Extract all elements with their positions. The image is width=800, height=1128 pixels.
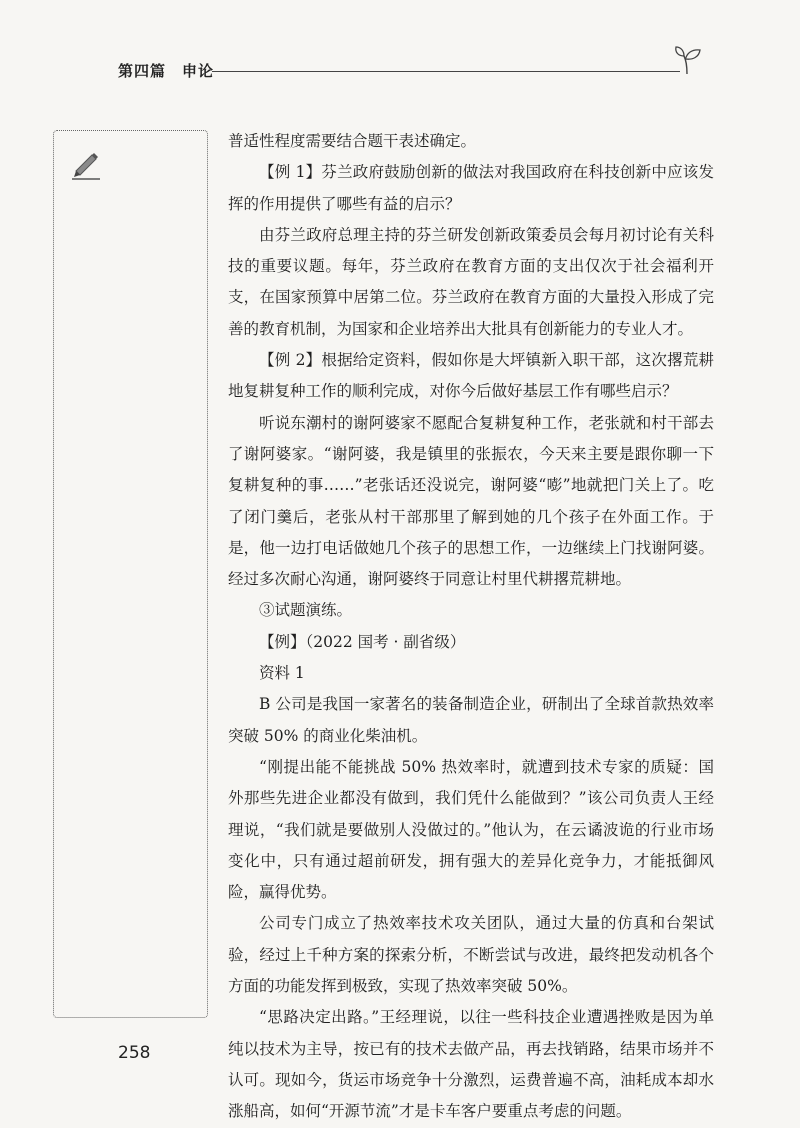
header-rule bbox=[212, 71, 680, 72]
example-1-question: 【例 1】芬兰政府鼓励创新的做法对我国政府在科技创新中应该发挥的作用提供了哪些有益的启示？ bbox=[228, 163, 714, 213]
material-label: 资料 1 bbox=[259, 664, 305, 683]
body-text bbox=[228, 126, 714, 1128]
paragraph: 听说东潮村的谢阿婆家不愿配合复耕复种工作，老张就和村干部去了谢阿婆家。“谢阿婆，我是镇里的张振农，今天来主要是跟你聊一下复耕复种的事……”老张话还没说完，谢阿婆“嘭”地就把门关上了。吃了闭门羹后，老张从村干部那里了解到她的几个孩子在外面工作。于是，他一边打电话做她几个孩子的思想工作，一边继续上门找谢阿婆。经过多次耐心沟通，谢阿婆终于同意让村里代耕撂荒耕地。 bbox=[228, 413, 714, 589]
paragraph: 普适性程度需要结合题干表述确定。 bbox=[228, 132, 477, 150]
example-2-question: 【例 2】根据给定资料，假如你是大坪镇新入职干部，这次撂荒耕地复耕复种工作的顺利完成，对你今后做好基层工作有哪些启示？ bbox=[228, 351, 714, 401]
paragraph: 由芬兰政府总理主持的芬兰研发创新政策委员会每月初讨论有关科技的重要议题。每年，芬兰政府在教育方面的支出仅次于社会福利开支，在国家预算中居第二位。芬兰政府在教育方面的大量投入形成了完善的教育机制，为国家和企业培养出大批具有创新能力的专业人才。 bbox=[228, 225, 714, 338]
note-sidebar bbox=[53, 130, 208, 1018]
sprout-icon bbox=[673, 44, 705, 76]
paragraph: “刚提出能不能挑战 50% 热效率时，就遭到技术专家的质疑：国外那些先进企业都没有做到，我们凭什么能做到？”该公司负责人王经理说，“我们就是要做别人没做过的。”他认为，在云谲波诡的行业市场变化中，只有通过超前研发，拥有强大的差异化竞争力，才能抵御风险，赢得优势。 bbox=[228, 757, 714, 902]
pencil-icon bbox=[68, 147, 102, 181]
page-header bbox=[118, 58, 700, 88]
paragraph: B 公司是我国一家著名的装备制造企业，研制出了全球首款热效率突破 50% 的商业化柴油机。 bbox=[228, 695, 714, 745]
paragraph: 公司专门成立了热效率技术攻关团队，通过大量的仿真和台架试验，经过上千种方案的探索分析，不断尝试与改进，最终把发动机各个方面的功能发挥到极致，实现了热效率突破 50%。 bbox=[228, 914, 714, 996]
example-heading: 【例】（2022 国考 · 副省级） bbox=[259, 632, 466, 651]
page-number: 258 bbox=[118, 1043, 151, 1063]
section-step: ③试题演练。 bbox=[259, 601, 353, 620]
paragraph: “思路决定出路。”王经理说，以往一些科技企业遭遇挫败是因为单纯以技术为主导，按已有的技术去做产品，再去找销路，结果市场并不认可。现如今，货运市场竞争十分激烈，运费普遍不高，油耗成本却水涨船高，如何“开源节流”才是卡车客户要重点考虑的问题。 bbox=[228, 1008, 714, 1121]
section-title: 第四篇 申论 bbox=[118, 62, 215, 80]
